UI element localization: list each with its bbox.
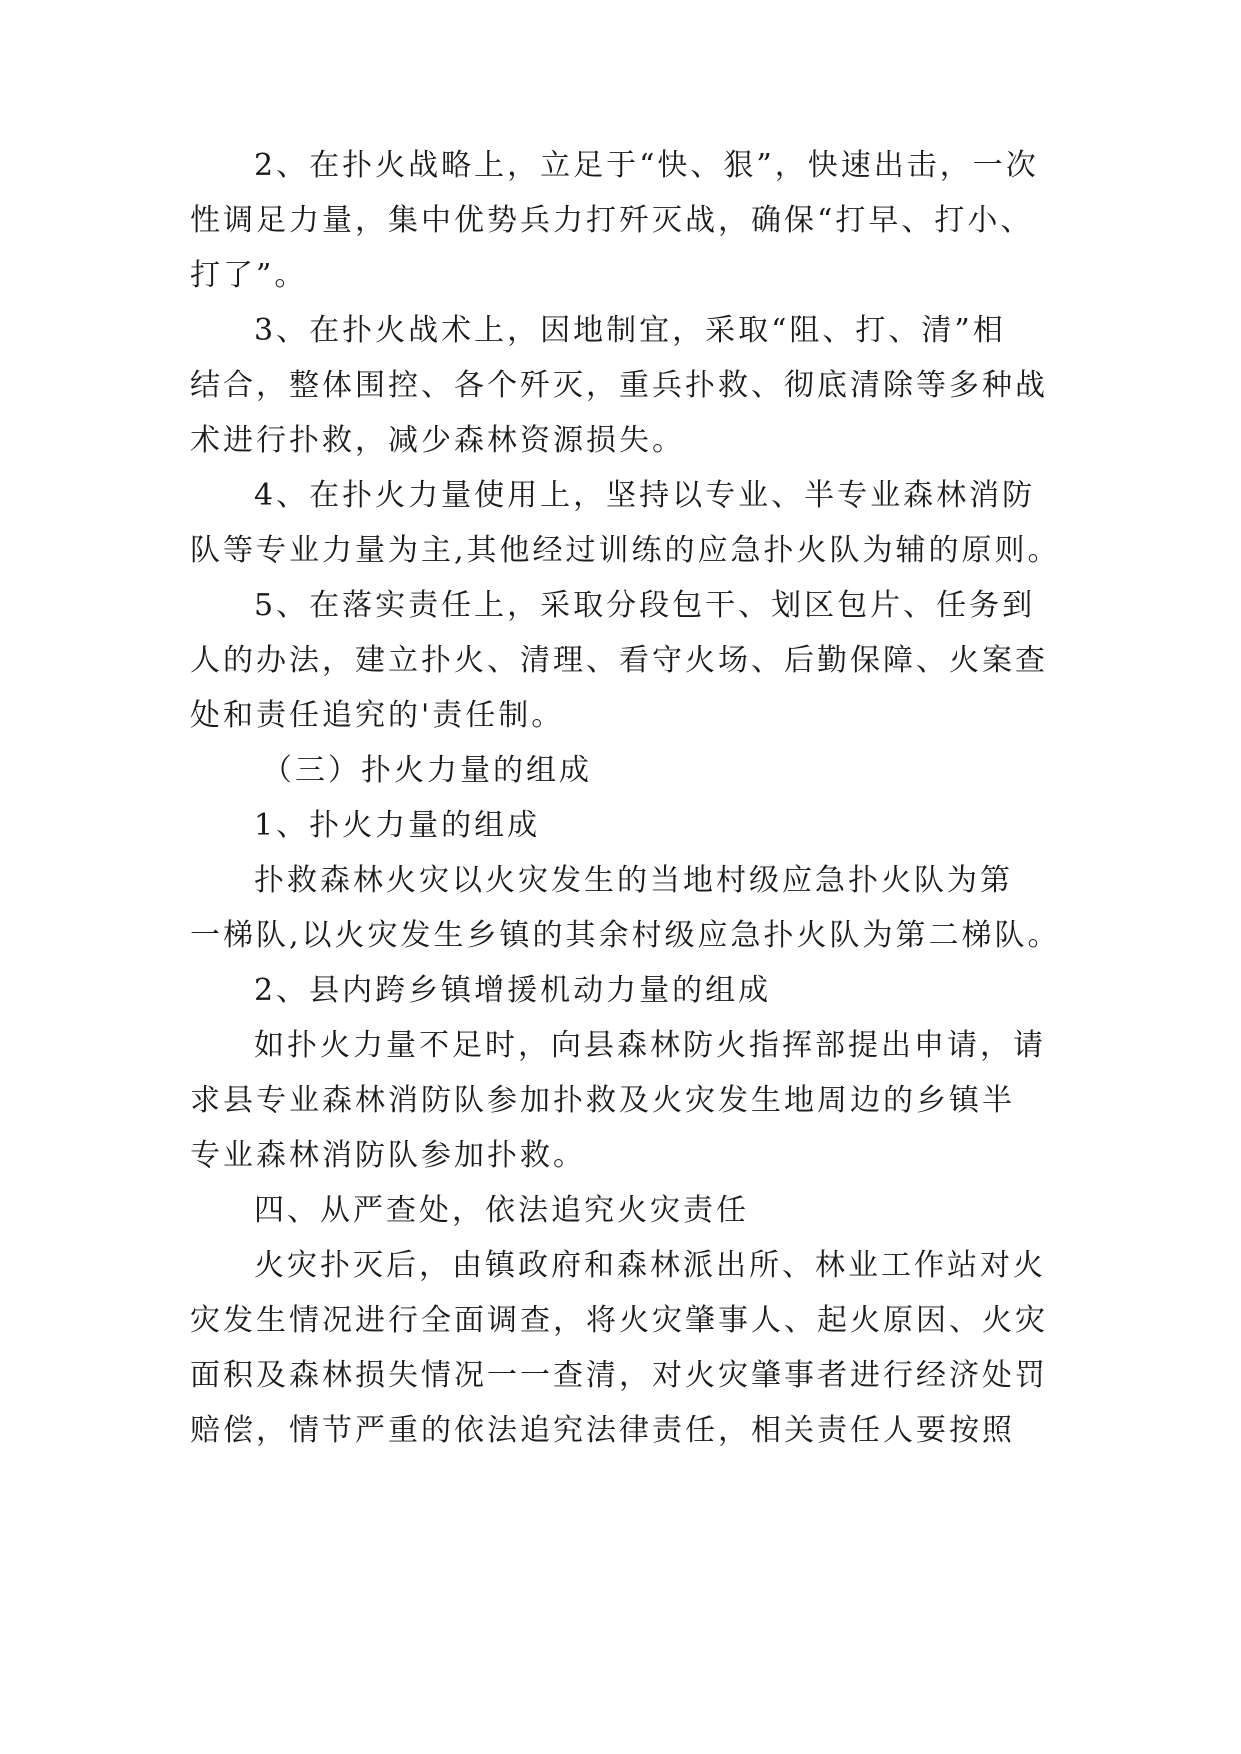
paragraph-line: 求县专业森林消防队参加扑救及火灾发生地周边的乡镇半: [190, 1083, 1015, 1118]
paragraph-line: 人的办法，建立扑火、清理、看守火场、后勤保障、火案查: [190, 643, 1048, 678]
paragraph-line: 5、在落实责任上，采取分段包干、划区包片、任务到: [254, 588, 1036, 623]
paragraph-line: 赔偿，情节严重的依法追究法律责任，相关责任人要按照: [190, 1413, 1015, 1448]
paragraph-line: 性调足力量，集中优势兵力打歼灭战，确保“打早、打小、: [190, 203, 1034, 238]
paragraph-line: 一梯队,以火灾发生乡镇的其余村级应急扑火队为第二梯队。: [190, 918, 1061, 953]
paragraph-line: 面积及森林损失情况一一查清，对火灾肇事者进行经济处罚: [190, 1358, 1048, 1393]
subsection-heading: 2、县内跨乡镇增援机动力量的组成: [254, 973, 772, 1008]
paragraph-line: 2、在扑火战略上，立足于“快、狠”，快速出击，一次: [254, 148, 1039, 183]
paragraph-line: 打了”。: [190, 258, 308, 293]
paragraph-line: 队等专业力量为主,其他经过训练的应急扑火队为辅的原则。: [190, 533, 1061, 568]
paragraph-line: 火灾扑灭后，由镇政府和森林派出所、林业工作站对火: [254, 1248, 1046, 1283]
paragraph-line: 专业森林消防队参加扑救。: [190, 1138, 586, 1173]
paragraph-line: 4、在扑火力量使用上，坚持以专业、半专业森林消防: [254, 478, 1036, 513]
section-heading: 四、从严查处，依法追究火灾责任: [254, 1193, 749, 1228]
paragraph-line: 处和责任追究的'责任制。: [190, 698, 565, 733]
paragraph-line: 扑救森林火灾以火灾发生的当地村级应急扑火队为第: [254, 863, 1013, 898]
paragraph-line: 结合，整体围控、各个歼灭，重兵扑救、彻底清除等多种战: [190, 368, 1048, 403]
paragraph-line: 术进行扑救，减少森林资源损失。: [190, 423, 685, 458]
paragraph-line: 如扑火力量不足时，向县森林防火指挥部提出申请，请: [254, 1028, 1046, 1063]
subsection-heading: 1、扑火力量的组成: [254, 808, 541, 843]
paragraph-line: 灾发生情况进行全面调查，将火灾肇事人、起火原因、火灾: [190, 1303, 1048, 1338]
paragraph-line: 3、在扑火战术上，因地制宜，采取“阻、打、清”相: [254, 313, 1006, 348]
section-heading: （三）扑火力量的组成: [262, 753, 592, 788]
